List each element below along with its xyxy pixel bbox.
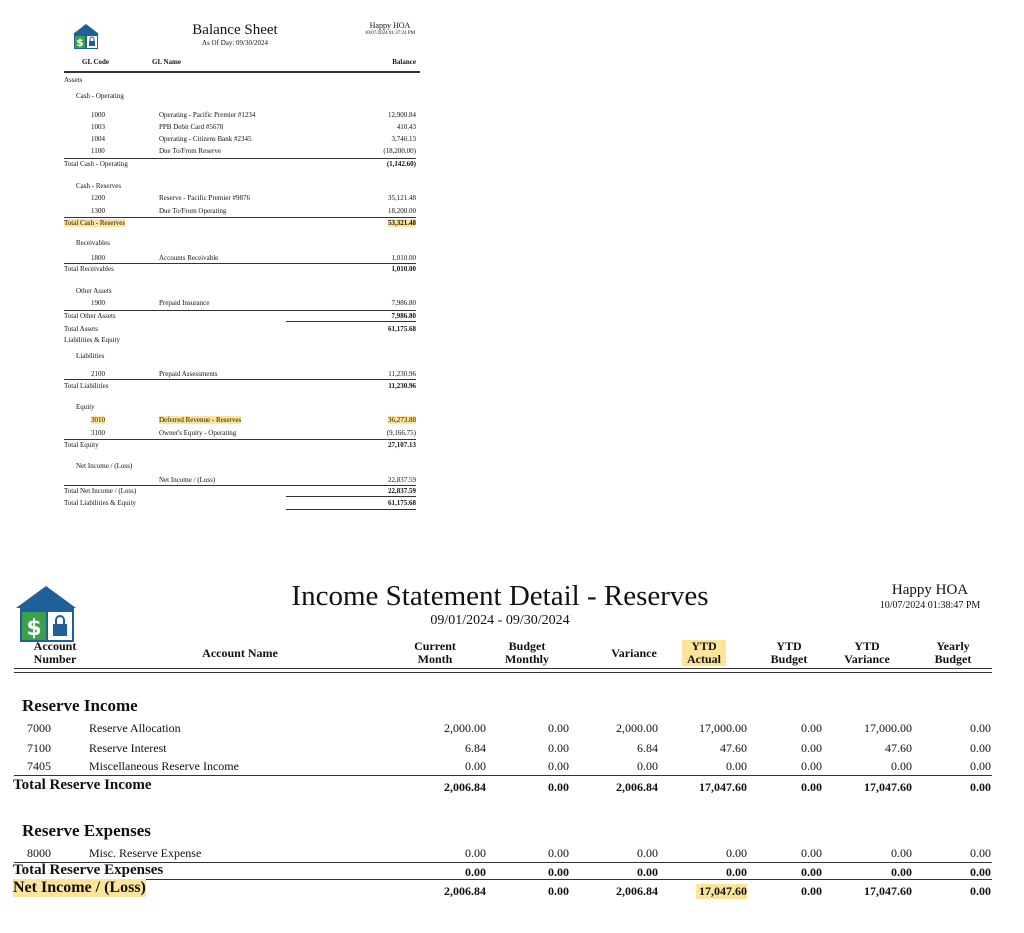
cell-value: 0.00 (548, 759, 569, 773)
cell-value: Accounts Receivable (159, 254, 219, 262)
total-rule (64, 158, 416, 159)
hoa-logo-icon (14, 584, 78, 644)
col-header-account-number (20, 640, 90, 666)
cell-value: 7405 (27, 759, 51, 773)
cell-value: 0.00 (970, 780, 991, 794)
table-row (0, 147, 430, 157)
total-row (0, 382, 430, 392)
header-line: Monthly (504, 652, 549, 666)
cell-value: Prepaid Insurance (159, 299, 210, 307)
cell-value: 0.00 (970, 846, 991, 860)
total-rule (64, 485, 416, 486)
cell-value: 3100 (91, 429, 105, 437)
total-row (0, 499, 430, 509)
cell-value: 0.00 (726, 759, 747, 773)
header-line: Budget (770, 652, 808, 666)
total-rule (64, 310, 416, 311)
header-line: Variance (844, 652, 890, 666)
report-timestamp: 10/07/2024 01:38:47 PM (879, 600, 981, 611)
cell-value: 47.60 (720, 741, 747, 755)
cell-value: 0.00 (970, 721, 991, 735)
cell-value: Total Equity (64, 441, 99, 449)
cell-value: 1004 (91, 135, 105, 143)
header-line: Actual (682, 653, 726, 666)
header-line: Month (417, 652, 453, 666)
cell-value: 0.00 (548, 741, 569, 755)
table-row (0, 416, 430, 426)
company-name: Happy HOA (891, 582, 969, 598)
cell-value: 0.00 (970, 759, 991, 773)
cell-value: Net Income / (Loss) (76, 462, 133, 470)
cell-value: 53,321.48 (388, 219, 416, 227)
cell-value: 1003 (91, 123, 105, 131)
cell-value: (18,200.00) (383, 147, 416, 155)
cell-value: 7,986.80 (391, 312, 416, 320)
cell-value: 18,200.00 (388, 207, 416, 215)
cell-value: Misc. Reserve Expense (89, 846, 202, 860)
cell-value: 7100 (27, 741, 51, 755)
cell-value: 17,000.00 (864, 721, 912, 735)
net-income-row (0, 879, 1024, 901)
cell-value: 0.00 (726, 865, 747, 879)
cell-value: Operating - Pacific Premier #1234 (159, 111, 256, 119)
total-rule (64, 439, 416, 440)
col-header-yearly-budget (918, 640, 988, 666)
col-header-variance: Variance (611, 646, 657, 660)
date-range: 09/01/2024 - 09/30/2024 (430, 613, 570, 628)
table-row (0, 299, 430, 309)
cell-value: Due To/From Operating (159, 207, 227, 215)
cell-value: Total Liabilities & Equity (64, 499, 137, 507)
cell-value: 0.00 (891, 865, 912, 879)
group-label (0, 239, 430, 249)
table-row (0, 194, 430, 204)
group-label (0, 462, 430, 472)
col-header-ytd-actual (682, 640, 726, 666)
header-divider (64, 71, 420, 73)
cell-value: Total Reserve Expenses (13, 862, 164, 878)
cell-value: 22,837.59 (388, 476, 416, 484)
total-rule (286, 509, 416, 510)
cell-value: (9,166.75) (386, 429, 416, 437)
cell-value: Reserve - Pacific Premier #9876 (159, 194, 250, 202)
cell-value: 3,746.13 (391, 135, 416, 143)
cell-value: 11,230.96 (388, 382, 416, 390)
cell-value: Cash - Reserves (76, 182, 122, 190)
cell-value: 0.00 (548, 846, 569, 860)
table-row (0, 135, 430, 145)
group-label (0, 287, 430, 297)
cell-value: Total Cash - Reserves (64, 219, 126, 227)
total-row (0, 325, 430, 335)
report-title: Balance Sheet (192, 22, 278, 38)
header-line: YTD (682, 640, 726, 653)
total-rule (64, 263, 416, 264)
cell-value: 61,175.68 (388, 499, 416, 507)
table-row (0, 111, 430, 121)
cell-value: 0.00 (465, 846, 486, 860)
cell-value: Deferred Revenue - Reserves (159, 416, 242, 424)
cell-value: 61,175.68 (388, 325, 416, 333)
cell-value: Cash - Operating (76, 92, 124, 100)
col-header-gl-code: GL Code (82, 58, 110, 66)
table-row (0, 741, 1024, 759)
cell-value: 0.00 (970, 865, 991, 879)
cell-value: Total Assets (64, 325, 98, 333)
section-heading: Reserve Income (22, 696, 138, 715)
group-label (0, 182, 430, 192)
cell-value: 11,230.96 (388, 370, 416, 378)
cell-value: 0.00 (548, 865, 569, 879)
header-line: Current (414, 639, 456, 653)
cell-value: 0.00 (548, 884, 569, 898)
cell-value: 0.00 (970, 741, 991, 755)
header-line: Budget (934, 652, 972, 666)
cell-value: 7,986.80 (391, 299, 416, 307)
cell-value: 2,006.84 (444, 780, 486, 794)
cell-value: 17,047.60 (696, 884, 747, 899)
col-header-account-name: Account Name (202, 646, 278, 660)
cell-value: Owner's Equity - Operating (159, 429, 237, 437)
cell-value: 2100 (91, 370, 105, 378)
col-header-gl-name: GL Name (152, 58, 181, 66)
cell-value: 0.00 (548, 721, 569, 735)
cell-value: 0.00 (801, 721, 822, 735)
header-line: YTD (776, 639, 802, 653)
total-row (0, 777, 1024, 795)
header-line: Yearly (936, 639, 970, 653)
header-line: Number (33, 652, 77, 666)
cell-value: 17,000.00 (699, 721, 747, 735)
group-label (0, 403, 430, 413)
col-header-current-month (400, 640, 470, 666)
cell-value: Prepaid Assessments (159, 370, 218, 378)
cell-value: 36,273.88 (388, 416, 416, 424)
header-line: YTD (854, 639, 880, 653)
cell-value: 410.43 (396, 123, 416, 131)
cell-value: 0.00 (801, 846, 822, 860)
hoa-logo-icon (72, 22, 100, 50)
cell-value: 3010 (91, 416, 105, 424)
cell-value: Operating - Citizens Bank #2345 (159, 135, 252, 143)
cell-value: 1200 (91, 194, 105, 202)
total-row (0, 160, 430, 170)
table-row (0, 207, 430, 217)
cell-value: 0.00 (548, 780, 569, 794)
income-statement-report (0, 560, 1024, 933)
cell-value: Total Net Income / (Loss) (64, 487, 137, 495)
cell-value: 12,900.84 (388, 111, 416, 119)
cell-value: 27,107.13 (388, 441, 416, 449)
cell-value: Due To/From Reserve (159, 147, 221, 155)
cell-value: 7000 (27, 721, 51, 735)
cell-value: Total Other Assets (64, 312, 116, 320)
cell-value: 1100 (91, 147, 105, 155)
cell-value: 1000 (91, 111, 105, 119)
section-label (0, 336, 430, 346)
cell-value: 2,006.84 (444, 884, 486, 898)
total-rule (64, 217, 416, 218)
cell-value: Miscellaneous Reserve Income (89, 759, 239, 773)
cell-value: Total Cash - Operating (64, 160, 128, 168)
table-row (0, 123, 430, 133)
cell-value: 17,047.60 (864, 884, 912, 898)
cell-value: Total Reserve Income (13, 777, 152, 793)
cell-value: 0.00 (891, 759, 912, 773)
cell-value: 47.60 (885, 741, 912, 755)
header-line: Account (33, 639, 77, 653)
cell-value: 1,010.00 (391, 265, 416, 273)
cell-value: 0.00 (637, 865, 658, 879)
cell-value: 8000 (27, 846, 51, 860)
cell-value: Other Assets (76, 287, 112, 295)
cell-value: 17,047.60 (699, 780, 747, 794)
total-rule (286, 496, 416, 497)
cell-value: Reserve Allocation (89, 721, 181, 735)
header-divider (14, 668, 992, 673)
total-rule (64, 379, 416, 380)
cell-value: 0.00 (465, 865, 486, 879)
section-heading: Reserve Expenses (22, 821, 151, 840)
cell-value: 1,010.00 (391, 254, 416, 262)
cell-value: 0.00 (465, 759, 486, 773)
total-row (0, 219, 430, 229)
col-header-balance: Balance (392, 58, 416, 66)
cell-value: (1,142.60) (386, 160, 416, 168)
cell-value: 6.84 (637, 741, 658, 755)
cell-value: 6.84 (465, 741, 486, 755)
balance-sheet-report (0, 0, 430, 520)
cell-value: 0.00 (970, 884, 991, 898)
cell-value: 2,000.00 (444, 721, 486, 735)
cell-value: Reserve Interest (89, 741, 167, 755)
table-row (0, 721, 1024, 739)
cell-value: 2,006.84 (616, 780, 658, 794)
cell-value: 0.00 (801, 865, 822, 879)
col-header-ytd-budget (762, 640, 816, 666)
total-row (0, 862, 1024, 880)
col-header-ytd-variance (832, 640, 902, 666)
cell-value: PPB Debit Card #5678 (159, 123, 224, 131)
header-line: Budget (508, 639, 546, 653)
cell-value: Total Receivables (64, 265, 114, 273)
cell-value: 1800 (91, 254, 105, 262)
cell-value: Receivables (76, 239, 110, 247)
cell-value: 35,121.48 (388, 194, 416, 202)
cell-value: Equity (76, 403, 95, 411)
cell-value: Total Liabilities (64, 382, 109, 390)
total-rule (14, 775, 992, 776)
report-title: Income Statement Detail - Reserves (291, 580, 709, 612)
cell-value: 0.00 (726, 846, 747, 860)
report-timestamp: 10/07/2024 01:37:24 PM (364, 31, 416, 36)
cell-value: Liabilities (76, 352, 105, 360)
cell-value: 0.00 (801, 780, 822, 794)
company-name: Happy HOA (369, 21, 411, 30)
svg-text:$: $ (76, 38, 84, 49)
group-label (0, 352, 430, 362)
cell-value: 22,837.59 (388, 487, 416, 495)
cell-value: 1300 (91, 207, 105, 215)
cell-value: 0.00 (801, 884, 822, 898)
svg-text:$: $ (26, 616, 42, 641)
cell-value: 17,047.60 (864, 780, 912, 794)
cell-value: 0.00 (891, 846, 912, 860)
cell-value: Liabilities & Equity (64, 336, 120, 344)
cell-value: 0.00 (801, 741, 822, 755)
cell-value: 0.00 (637, 759, 658, 773)
cell-value: Net Income / (Loss) (13, 879, 146, 896)
cell-value: 2,000.00 (616, 721, 658, 735)
as-of-date: As Of Day: 09/30/2024 (202, 39, 268, 47)
cell-value: 0.00 (801, 759, 822, 773)
cell-value: Assets (64, 76, 83, 84)
group-label (0, 92, 430, 102)
cell-value: 1900 (91, 299, 105, 307)
cell-value: 0.00 (637, 846, 658, 860)
total-row (0, 441, 430, 451)
cell-value: 2,006.84 (616, 884, 658, 898)
total-rule (286, 321, 416, 322)
total-row (0, 265, 430, 275)
col-header-budget-monthly (492, 640, 562, 666)
cell-value: Net Income / (Loss) (159, 476, 216, 484)
table-row (0, 429, 430, 439)
section-label (0, 76, 430, 86)
